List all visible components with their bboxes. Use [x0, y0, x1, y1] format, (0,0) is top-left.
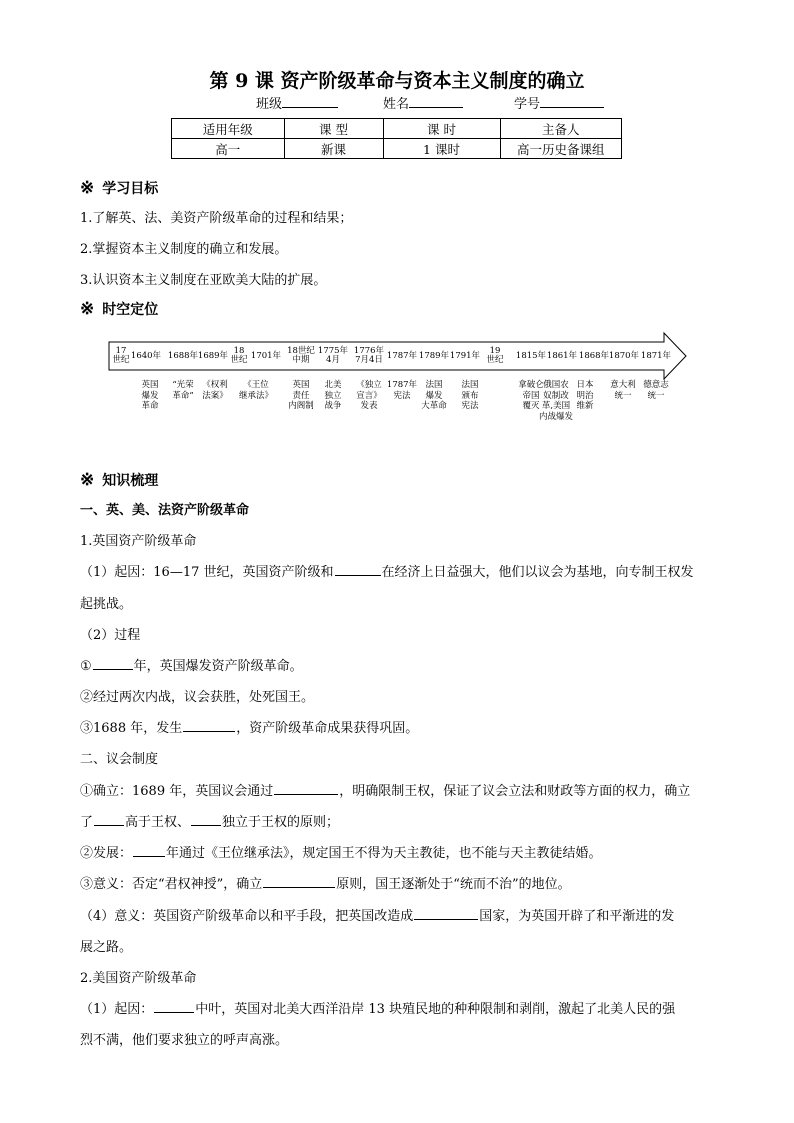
uk-cause-cont: 起挑战。 [80, 597, 133, 612]
section-title: 知识梳理 [102, 473, 159, 489]
timeline-tick: 1776年 7月4日 [353, 346, 385, 365]
name-label: 姓名 [383, 97, 410, 112]
timeline-event: 1787年 宪法 [386, 380, 418, 401]
text: 在经济上日益强大，他们以议会为基地，向专制王权发 [381, 565, 694, 580]
timeline-tick: 1787年 [386, 351, 418, 361]
timeline-event: 意大利 统一 [610, 380, 636, 401]
timeline-event: 北美 独立 战争 [324, 380, 342, 411]
page-title: 第 9 课 资产阶级革命与资本主义制度的确立 [209, 70, 585, 92]
timeline-tick: 1789年 [418, 351, 450, 361]
timeline-event: 法国 爆发 大革命 [421, 380, 447, 411]
student-id-label: 学号 [514, 97, 541, 112]
us-heading: 2.美国资产阶级革命 [80, 971, 197, 986]
parliament-item [80, 780, 690, 799]
table-header-cell: 主备人 [500, 119, 622, 139]
timeline-tick: 19 世纪 [486, 346, 504, 365]
text: ③1688 年，发生 [80, 721, 183, 736]
timeline-tick: 1689年 [197, 351, 229, 361]
reference-mark-icon: ※ [80, 178, 95, 198]
text: 高于王权、 [125, 815, 191, 830]
fill-blank[interactable] [93, 657, 133, 670]
timeline-tick: 1815年 [515, 351, 547, 361]
text: 国家，为英国开辟了和平渐进的发 [479, 909, 675, 924]
timeline-event: 德意志 统一 [643, 380, 669, 401]
table-cell: 高一 [172, 139, 285, 159]
fill-blank[interactable] [154, 1000, 194, 1013]
timeline-tick: 1868年 [578, 351, 610, 361]
text: ，资产阶级革命成果获得巩固。 [236, 721, 419, 736]
timeline-tick: 1640年 [130, 351, 162, 361]
section-title: 学习目标 [102, 181, 159, 197]
timeline-tick: 1870年 [608, 351, 640, 361]
process-item [80, 655, 303, 674]
class-label: 班级 [256, 97, 283, 112]
process-item [80, 717, 418, 736]
fill-blank[interactable] [335, 563, 381, 576]
text: （1）起因：16—17 世纪，英国资产阶级和 [80, 565, 334, 580]
text: 年，英国爆发资产阶级革命。 [133, 659, 303, 674]
timeline-tick: 1871年 [640, 351, 672, 361]
fill-blank[interactable] [274, 782, 338, 795]
timeline-tick: 1775年 4月 [317, 346, 349, 365]
text: 年通过《王位继承法》，规定国王不得为天主教徒，也不能与天主教徒结婚。 [166, 846, 602, 861]
table-header-cell: 课 型 [284, 119, 383, 139]
uk-process-heading: （2）过程 [80, 628, 141, 643]
parliament-item-cont [80, 811, 339, 830]
table-header-cell: 课 时 [383, 119, 500, 139]
section-knowledge-heading [80, 470, 158, 490]
text: ① [80, 659, 92, 674]
timeline-event: 日本 明治 维新 [576, 380, 594, 411]
timeline-tick: 1791年 [449, 351, 481, 361]
parliament-item [80, 873, 571, 892]
timeline-event: 法国 颁布 宪法 [461, 380, 479, 411]
text: ①确立：1689 年，英国议会通过 [80, 784, 274, 799]
text: 中叶，英国对北美大西洋沿岸 13 块殖民地的种种限制和剥削，激起了北美人民的强 [195, 1002, 676, 1017]
table-cell: 新课 [284, 139, 383, 159]
timeline-event: 俄国农 奴制改 革,美国 内战爆发 [538, 380, 573, 422]
process-item: ②经过两次内战，议会获胜，处死国王。 [80, 690, 315, 705]
text: 了 [80, 815, 94, 830]
uk-heading: 1.英国资产阶级革命 [80, 534, 197, 549]
text: （4）意义：英国资产阶级革命以和平手段，把英国改造成 [80, 909, 414, 924]
table-cell: 高一历史备课组 [500, 139, 622, 159]
text: ，明确限制王权，保证了议会立法和财政等方面的权力，确立 [339, 784, 691, 799]
timeline-event: 《独立 宣言》 发表 [356, 380, 382, 411]
text: （1）起因： [80, 1002, 154, 1017]
fill-blank[interactable] [414, 907, 478, 920]
part1-heading: 一、英、美、法资产阶级革命 [80, 503, 250, 518]
us-cause-cont: 烈不满，他们要求独立的呼声高涨。 [80, 1033, 289, 1048]
objective-item: 3.认识资本主义制度在亚欧美大陆的扩展。 [80, 273, 327, 288]
text: 原则，国王逐渐处于“统而不治”的地位。 [336, 877, 571, 892]
timeline-tick: 1701年 [250, 351, 282, 361]
fill-blank[interactable] [94, 813, 124, 826]
fill-blank[interactable] [263, 875, 335, 888]
table-header-cell: 适用年级 [172, 119, 285, 139]
fill-blank[interactable] [133, 844, 165, 857]
section-title: 时空定位 [102, 302, 159, 318]
fill-blank[interactable] [183, 719, 235, 732]
timeline-event: “光荣 革命” [172, 380, 194, 401]
timeline-event: 《王位 继承法》 [238, 380, 273, 401]
significance-line [80, 905, 674, 924]
timeline-tick: 1861年 [546, 351, 578, 361]
text: ②发展： [80, 846, 133, 861]
parliament-item [80, 842, 602, 861]
table-cell: 1 课时 [383, 139, 500, 159]
timeline-event: 英国 责任 内阁制 [288, 380, 314, 411]
timeline-tick: 18世纪 中期 [287, 346, 315, 365]
uk-cause-line [80, 561, 694, 580]
timeline-tick: 17 世纪 [112, 346, 130, 365]
fill-blank[interactable] [191, 813, 221, 826]
timeline-event: 英国 爆发 革命 [141, 380, 159, 411]
text: ③意义：否定“君权神授”，确立 [80, 877, 263, 892]
objective-item: 2.掌握资本主义制度的确立和发展。 [80, 242, 288, 257]
timeline-tick: 18 世纪 [230, 346, 248, 365]
reference-mark-icon: ※ [80, 299, 95, 319]
timeline-event: 拿破仑 帝国 覆灭 [518, 380, 544, 411]
significance-cont: 展之路。 [80, 940, 133, 955]
reference-mark-icon: ※ [80, 470, 95, 490]
objective-item: 1.了解英、法、美资产阶级革命的过程和结果； [80, 211, 353, 226]
timeline-event: 《权利 法案》 [202, 380, 228, 401]
parliament-heading: 二、议会制度 [80, 752, 159, 767]
us-cause-line [80, 998, 675, 1017]
text: 独立于王权的原则； [222, 815, 340, 830]
timeline-tick: 1688年 [167, 351, 199, 361]
